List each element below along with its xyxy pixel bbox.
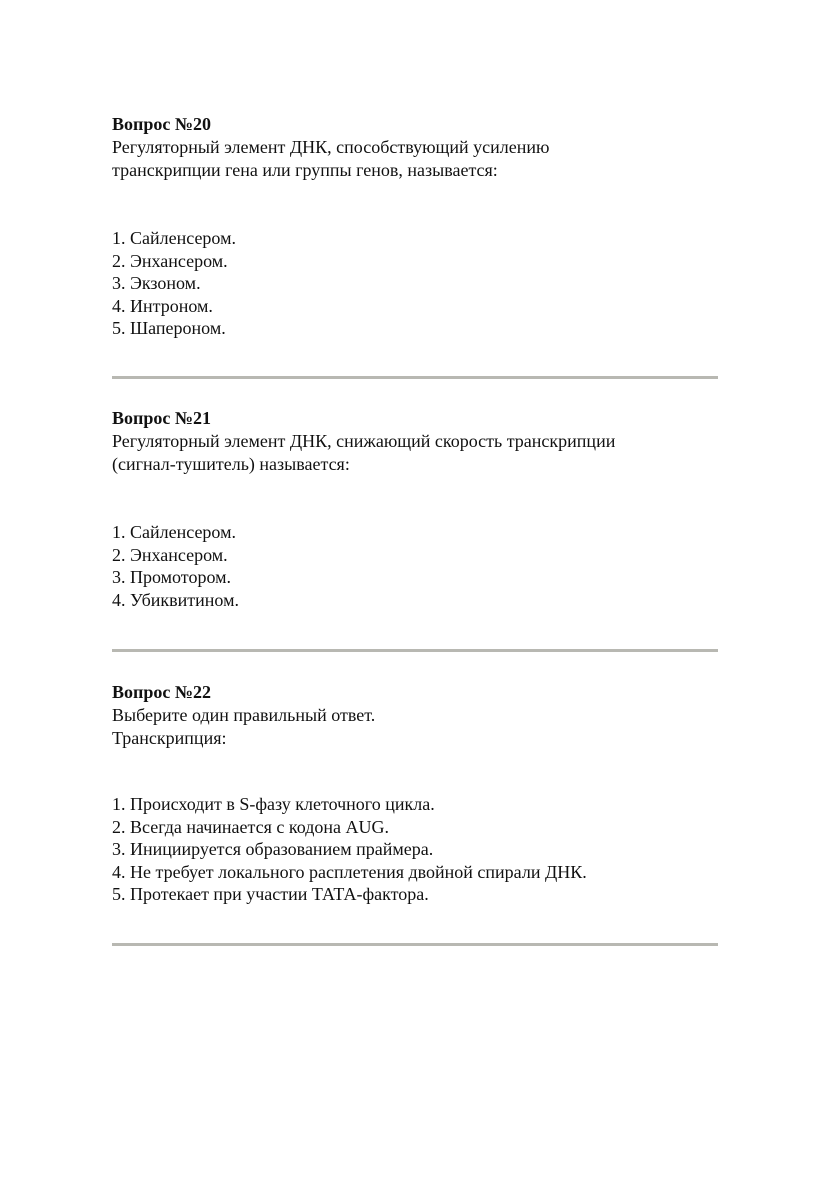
answer-option: 2. Энхансером. bbox=[112, 544, 228, 565]
answer-option: 5. Протекает при участии ТАТА-фактора. bbox=[112, 884, 429, 904]
answer-option: 2. Энхансером. bbox=[112, 250, 228, 271]
question-22 bbox=[112, 681, 718, 904]
question-text-line: транскрипции гена или группы генов, называется: bbox=[112, 160, 498, 180]
question-title: Вопрос №20 bbox=[112, 114, 211, 134]
question-text-line: Выберите один правильный ответ. bbox=[112, 705, 376, 725]
question-20 bbox=[112, 113, 718, 338]
answer-option: 1. Происходит в S-фазу клеточного цикла. bbox=[112, 794, 435, 814]
question-text-line: (сигнал-тушитель) называется: bbox=[112, 454, 350, 474]
question-title: Вопрос №21 bbox=[112, 408, 211, 428]
question-21 bbox=[112, 407, 718, 610]
answer-option: 4. Убиквитином. bbox=[112, 589, 239, 610]
answer-option: 1. Сайленсером. bbox=[112, 228, 236, 248]
answer-options bbox=[112, 793, 587, 906]
answer-option: 3. Промотором. bbox=[112, 567, 231, 587]
section-divider bbox=[112, 376, 718, 379]
answer-option: 4. Интроном. bbox=[112, 295, 213, 316]
question-text-line: Регуляторный элемент ДНК, снижающий скорость транскрипции bbox=[112, 431, 616, 451]
answer-option: 4. Не требует локального расплетения двойной спирали ДНК. bbox=[112, 861, 587, 882]
answer-options bbox=[112, 521, 239, 611]
question-text-line: Регуляторный элемент ДНК, способствующий усилению bbox=[112, 137, 550, 157]
answer-option: 2. Всегда начинается с кодона AUG. bbox=[112, 816, 389, 837]
answer-option: 3. Инициируется образованием праймера. bbox=[112, 839, 434, 859]
question-text-line: Транскрипция: bbox=[112, 728, 227, 748]
section-divider bbox=[112, 649, 718, 652]
question-title: Вопрос №22 bbox=[112, 682, 211, 702]
section-divider bbox=[112, 943, 718, 946]
answer-option: 5. Шапероном. bbox=[112, 318, 226, 338]
answer-option: 3. Экзоном. bbox=[112, 273, 201, 293]
answer-option: 1. Сайленсером. bbox=[112, 522, 236, 542]
answer-options bbox=[112, 227, 236, 340]
